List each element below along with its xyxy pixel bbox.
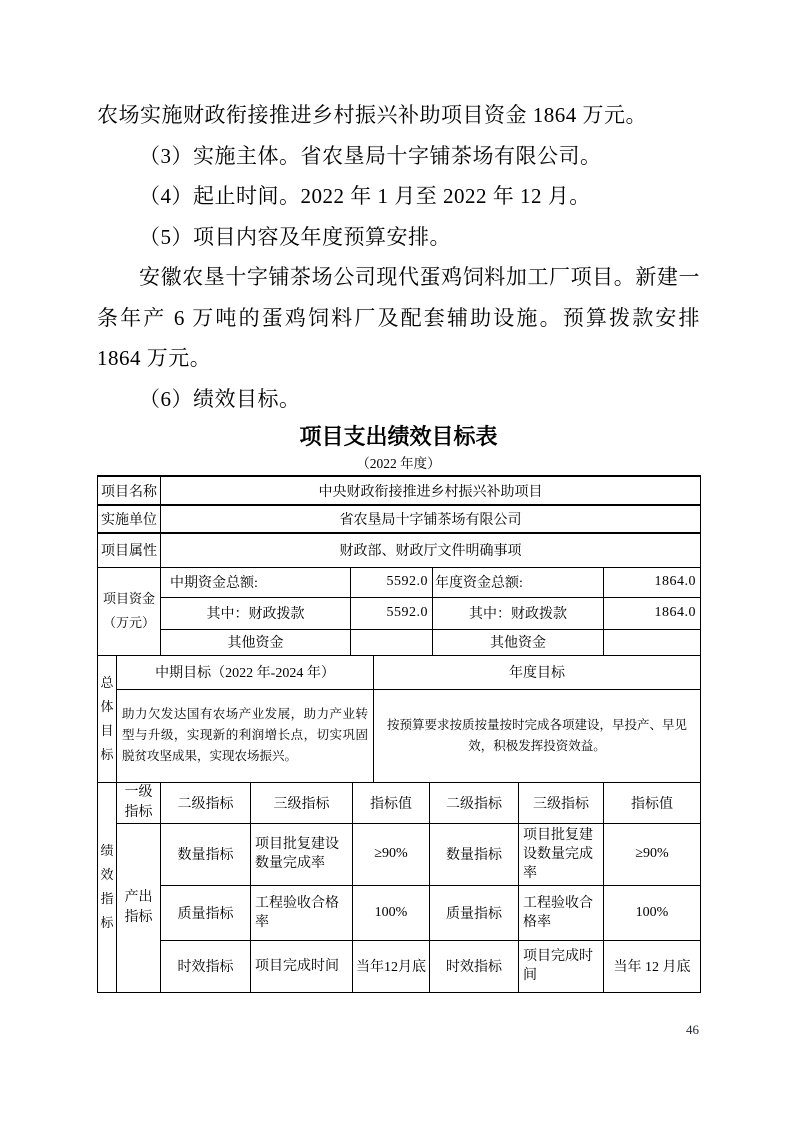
cell-timeliness-indicator-mid: 时效指标 bbox=[161, 940, 251, 992]
cell-quantity-level3-annual: 项目批复建设数量完成率 bbox=[519, 823, 604, 885]
cell-timeliness-indicator-annual: 时效指标 bbox=[430, 940, 519, 992]
table-row bbox=[98, 567, 701, 597]
table-subtitle: （2022 年度） bbox=[356, 456, 441, 471]
cell-quantity-value-mid: ≥90% bbox=[353, 823, 430, 885]
table-row bbox=[98, 655, 701, 689]
cell-quality-indicator-mid: 质量指标 bbox=[161, 885, 251, 940]
cell-quality-level3-mid: 工程验收合格率 bbox=[251, 885, 353, 940]
cell-annual-fiscal-label: 其中：财政拨款 bbox=[433, 597, 604, 629]
cell-mid-value-header: 指标值 bbox=[353, 782, 430, 823]
cell-annual-level2-header: 二级指标 bbox=[430, 782, 519, 823]
paragraph-project-description: 安徽农垦十字铺茶场公司现代蛋鸡饲料加工厂项目。新建一条年产 6 万吨的蛋鸡饲料厂及配套辅助设施。预算拨款安排 1864 万元。 bbox=[97, 265, 700, 370]
cell-quantity-value-annual: ≥90% bbox=[604, 823, 701, 885]
cell-quality-value-mid: 100% bbox=[353, 885, 430, 940]
cell-mid-other-label: 其他资金 bbox=[161, 629, 351, 655]
cell-project-name-label: 项目名称 bbox=[98, 476, 161, 505]
table-row bbox=[98, 940, 701, 992]
cell-timeliness-value-mid: 当年12月底 bbox=[353, 940, 430, 992]
cell-annual-other-value bbox=[604, 629, 701, 655]
cell-annual-goal-text: 按预算要求按质按量按时完成各项建设，早投产、早见效，积极发挥投资效益。 bbox=[374, 689, 701, 782]
cell-mid-fiscal-label: 其中：财政拨款 bbox=[161, 597, 351, 629]
cell-project-name-value: 中央财政衔接推进乡村振兴补助项目 bbox=[161, 476, 701, 505]
page-content bbox=[97, 0, 700, 993]
cell-mid-total-label: 中期资金总额: bbox=[161, 567, 351, 597]
table-funding bbox=[97, 567, 701, 656]
table-row bbox=[98, 885, 701, 940]
cell-project-attribute-label: 项目属性 bbox=[98, 533, 161, 567]
table-performance-indicators bbox=[97, 782, 701, 993]
cell-quality-level3-annual: 工程验收合格率 bbox=[519, 885, 604, 940]
cell-mid-other-value bbox=[351, 629, 433, 655]
paragraph-item-5: （5）项目内容及年度预算安排。 bbox=[139, 224, 451, 249]
cell-quantity-indicator-mid: 数量指标 bbox=[161, 823, 251, 885]
table-basic-info bbox=[97, 475, 701, 568]
cell-timeliness-value-annual: 当年 12 月底 bbox=[604, 940, 701, 992]
cell-annual-goal-header: 年度目标 bbox=[374, 655, 701, 689]
paragraph-continuation: 农场实施财政衔接推进乡村振兴补助项目资金 1864 万元。 bbox=[97, 103, 647, 127]
table-row bbox=[98, 533, 701, 567]
cell-quantity-indicator-annual: 数量指标 bbox=[430, 823, 519, 885]
cell-mid-level2-header: 二级指标 bbox=[161, 782, 251, 823]
table-row bbox=[98, 505, 701, 533]
paragraph-item-4: （4）起止时间。2022 年 1 月至 2022 年 12 月。 bbox=[139, 184, 591, 208]
cell-annual-total-value: 1864.0 bbox=[604, 567, 701, 597]
cell-annual-other-label: 其他资金 bbox=[433, 629, 604, 655]
cell-timeliness-level3-mid: 项目完成时间 bbox=[251, 940, 353, 992]
cell-project-attribute-value: 财政部、财政厅文件明确事项 bbox=[161, 533, 701, 567]
cell-timeliness-level3-annual: 项目完成时间 bbox=[519, 940, 604, 992]
page-number: 46 bbox=[686, 1022, 699, 1037]
cell-mid-level3-header: 三级指标 bbox=[251, 782, 353, 823]
table-overall-goals bbox=[97, 655, 701, 783]
cell-annual-level3-header: 三级指标 bbox=[519, 782, 604, 823]
cell-mid-goal-text: 助力欠发达国有农场产业发展，助力产业转型与升级，实现新的利润增长点，切实巩固脱贫攻坚成果，实现农场振兴。 bbox=[117, 689, 374, 782]
cell-quality-indicator-annual: 质量指标 bbox=[430, 885, 519, 940]
cell-mid-fiscal-value: 5592.0 bbox=[351, 597, 433, 629]
table-row bbox=[98, 689, 701, 782]
cell-level1-header: 一级指标 bbox=[117, 782, 161, 823]
cell-mid-total-value: 5592.0 bbox=[351, 567, 433, 597]
cell-quality-value-annual: 100% bbox=[604, 885, 701, 940]
cell-funding-label: 项目资金（万元） bbox=[98, 567, 161, 655]
cell-implementing-unit-value: 省农垦局十字铺茶场有限公司 bbox=[161, 505, 701, 533]
cell-performance-label: 绩效指标 bbox=[98, 782, 117, 992]
cell-output-indicator-label: 产出指标 bbox=[117, 823, 161, 992]
cell-quantity-level3-mid: 项目批复建设数量完成率 bbox=[251, 823, 353, 885]
cell-overall-goal-label: 总体目标 bbox=[98, 655, 117, 782]
table-row bbox=[98, 597, 701, 629]
table-row bbox=[98, 782, 701, 823]
cell-annual-fiscal-value: 1864.0 bbox=[604, 597, 701, 629]
table-title: 项目支出绩效目标表 bbox=[299, 424, 498, 449]
paragraph-item-3: （3）实施主体。省农垦局十字铺茶场有限公司。 bbox=[139, 143, 602, 168]
cell-annual-total-label: 年度资金总额: bbox=[433, 567, 604, 597]
table-row bbox=[98, 823, 701, 885]
cell-annual-value-header: 指标值 bbox=[604, 782, 701, 823]
table-row bbox=[98, 629, 701, 655]
paragraph-item-6: （6）绩效目标。 bbox=[139, 386, 301, 411]
cell-mid-goal-header: 中期目标（2022 年-2024 年） bbox=[117, 655, 374, 689]
cell-implementing-unit-label: 实施单位 bbox=[98, 505, 161, 533]
table-row bbox=[98, 476, 701, 505]
